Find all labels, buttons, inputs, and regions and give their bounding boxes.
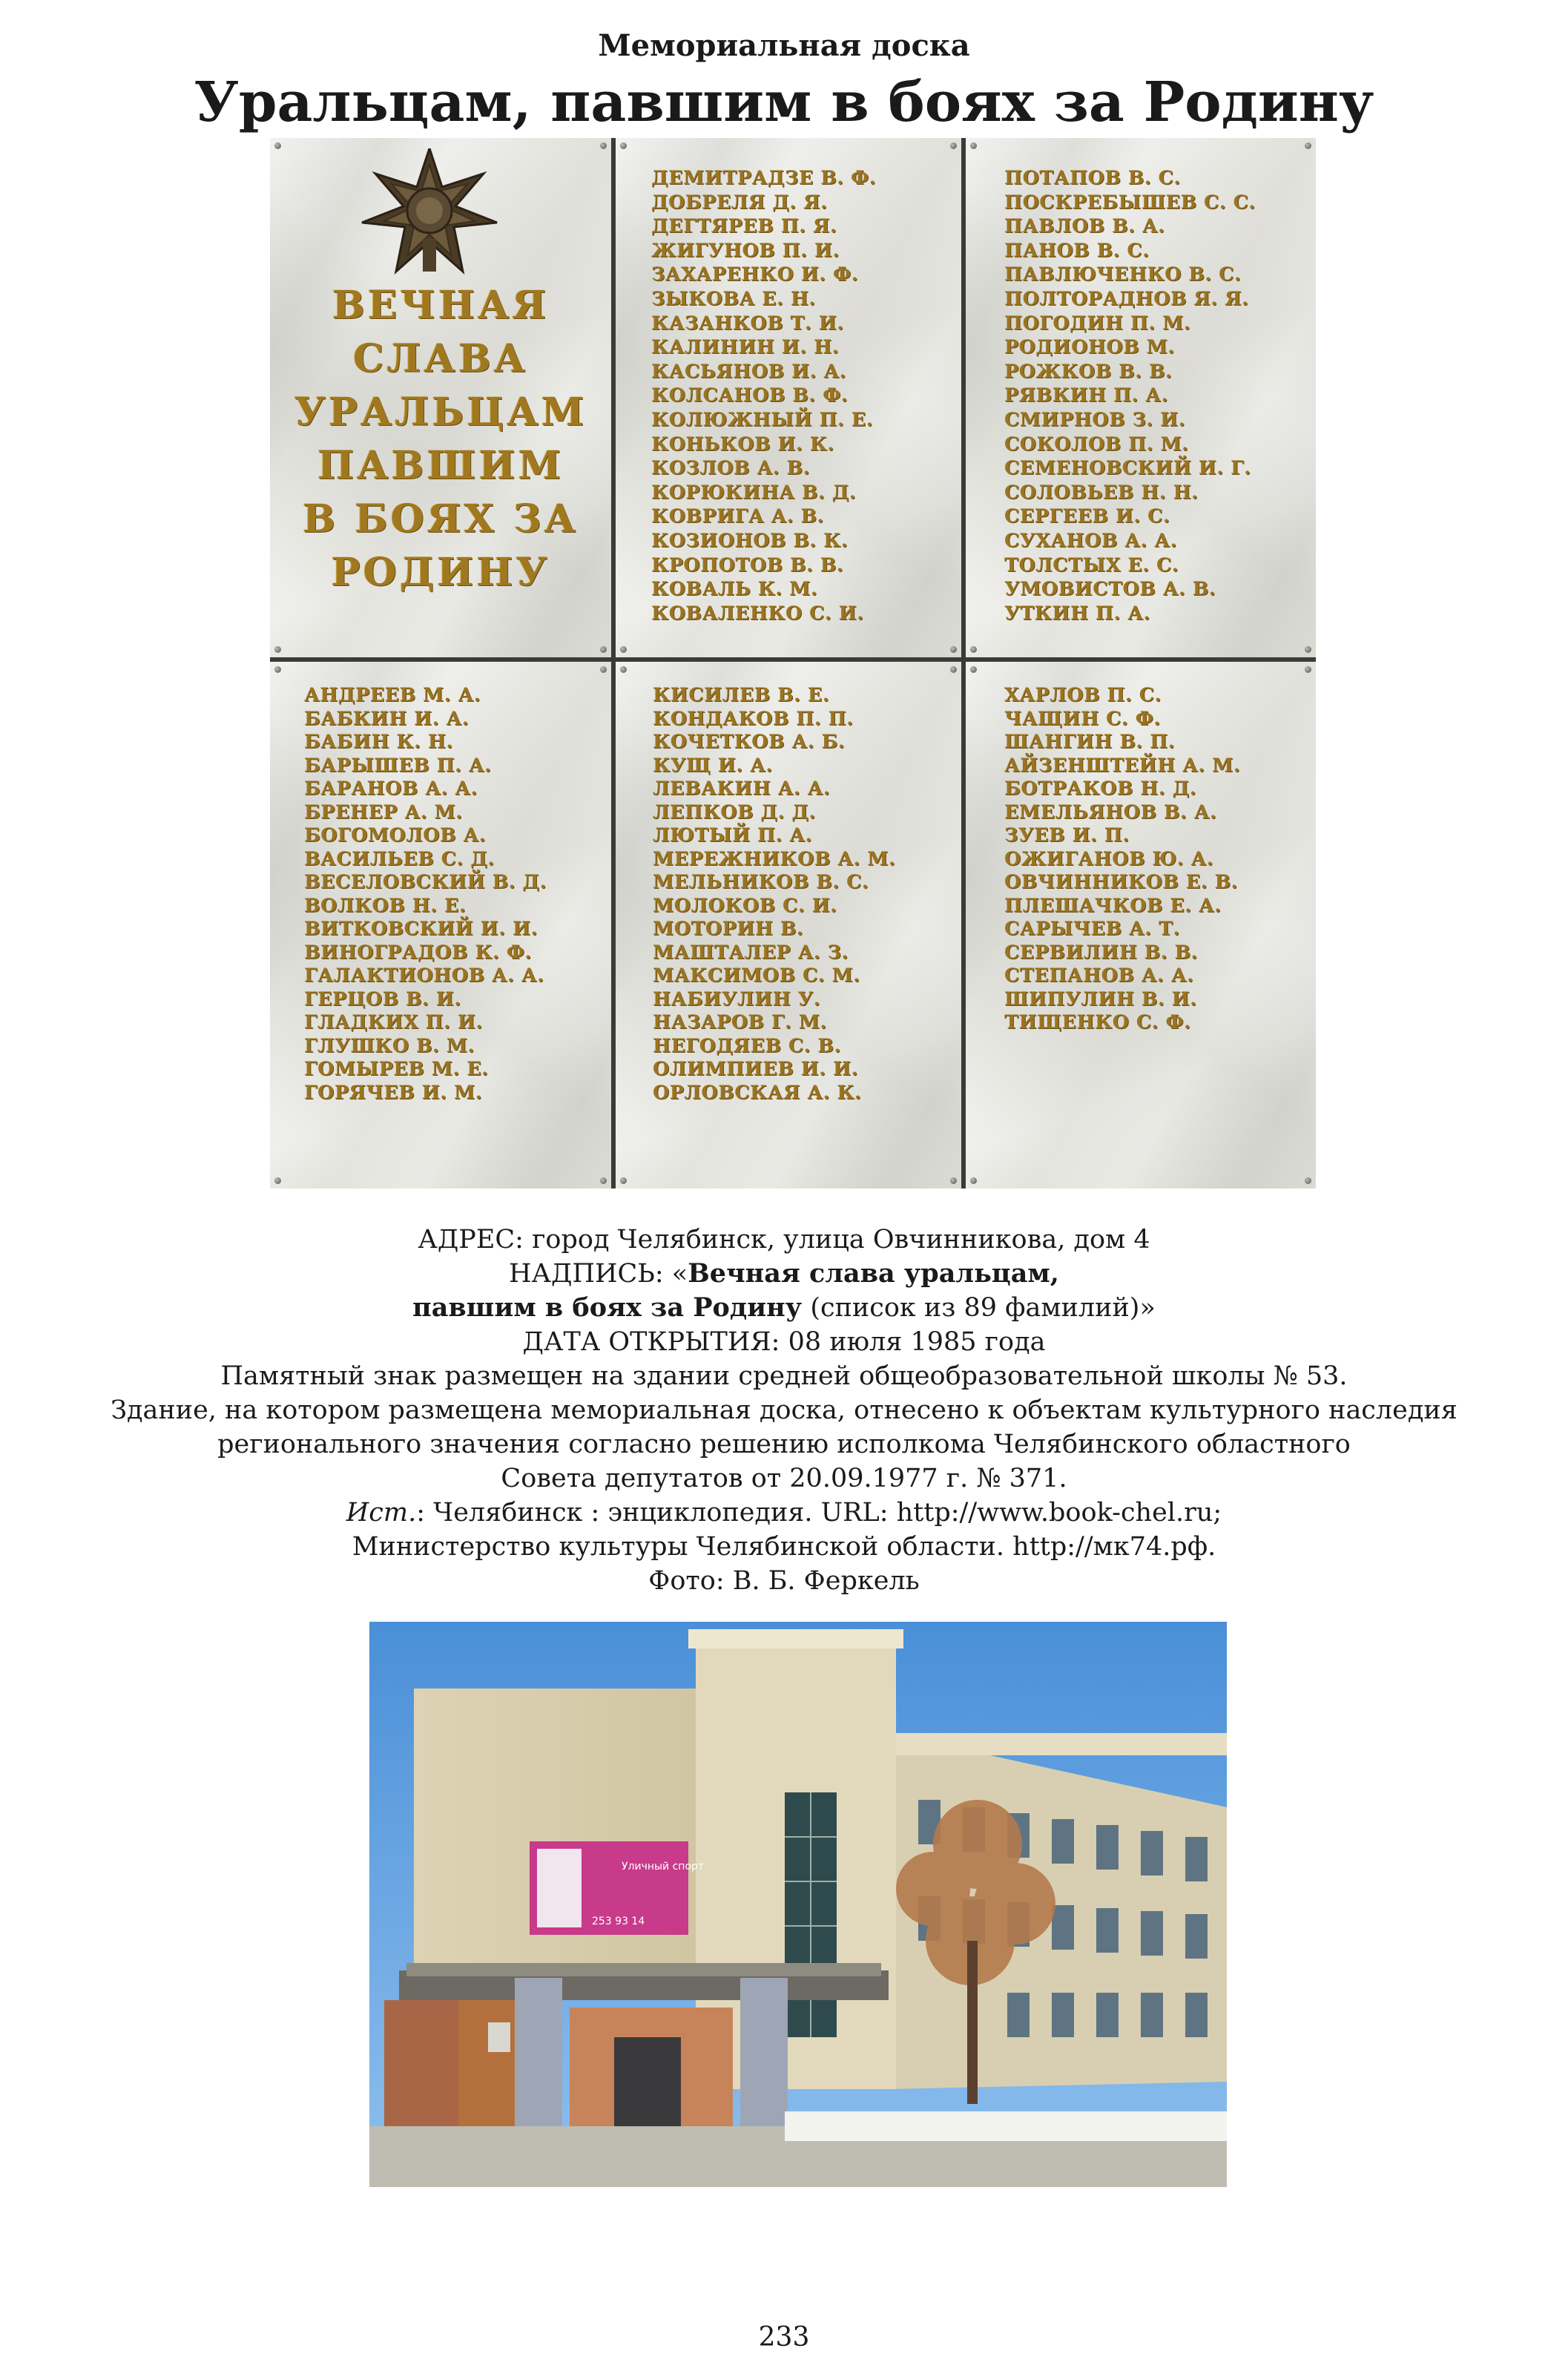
- inscription-line-1: [0, 1257, 1568, 1291]
- name-entry: ОРЛОВСКАЯ А. К.: [653, 1081, 862, 1104]
- name-entry: КОЗИОНОВ В. К.: [651, 529, 849, 552]
- source-line: Министерство культуры Челябинской области. http://мк74.рф.: [352, 1532, 1216, 1562]
- name-entry: КОЛСАНОВ В. Ф.: [651, 384, 849, 407]
- inscription-line: СЛАВА: [352, 336, 529, 381]
- name-entry: ПОТАПОВ В. С.: [1004, 167, 1181, 189]
- name-entry: МЕЛЬНИКОВ В. С.: [653, 871, 869, 893]
- name-entry: ГОРЯЧЕВ И. М.: [304, 1081, 483, 1104]
- bolt-icon: [620, 142, 627, 149]
- source-label: Ист.: [346, 1498, 417, 1528]
- name-entry: ДОБРЕЛЯ Д. Я.: [651, 191, 828, 214]
- names-list: [304, 684, 547, 1105]
- inscription-prefix: НАДПИСЬ: «: [508, 1259, 688, 1289]
- name-entry: БОГОМОЛОВ А.: [304, 824, 487, 846]
- name-entry: ВИТКОВСКИЙ И. И.: [304, 918, 538, 940]
- name-entry: ГЛАДКИХ П. И.: [304, 1011, 483, 1033]
- banner-title: Уличный спорт: [622, 1861, 705, 1873]
- name-entry: КУЩ И. А.: [653, 754, 773, 777]
- name-entry: ШИПУЛИН В. И.: [1004, 987, 1197, 1010]
- inscription-suffix: (список из 89 фамилий)»: [802, 1293, 1156, 1323]
- page-subtitle: Мемориальная доска: [598, 28, 970, 63]
- name-entry: РОДИОНОВ М.: [1004, 336, 1175, 359]
- name-entry: КОВРИГА А. В.: [651, 505, 824, 528]
- bolt-icon: [274, 646, 281, 653]
- name-entry: МАКСИМОВ С. М.: [653, 964, 860, 987]
- bolt-icon: [600, 666, 607, 673]
- plaque-panel-names: [616, 662, 961, 1188]
- name-entry: МАШТАЛЕР А. З.: [653, 941, 849, 964]
- bolt-icon: [600, 1177, 607, 1184]
- name-entry: НЕГОДЯЕВ С. В.: [653, 1034, 841, 1057]
- name-entry: ВАСИЛЬЕВ С. Д.: [304, 847, 495, 870]
- name-entry: СЕМЕНОВСКИЙ И. Г.: [1004, 457, 1251, 480]
- name-entry: СЕРГЕЕВ И. С.: [1004, 505, 1170, 528]
- bolt-icon: [274, 1177, 281, 1184]
- bolt-icon: [274, 142, 281, 149]
- name-entry: ПАНОВ В. С.: [1004, 239, 1150, 262]
- name-entry: ГЛУШКО В. М.: [304, 1034, 475, 1057]
- bolt-icon: [1305, 1177, 1311, 1184]
- plaque-panel-names: [966, 138, 1316, 657]
- name-entry: БАРЫШЕВ П. А.: [304, 754, 492, 777]
- name-entry: ХАРЛОВ П. С.: [1004, 684, 1162, 706]
- name-entry: ШАНГИН В. П.: [1004, 731, 1176, 753]
- names-list: [651, 166, 876, 625]
- name-entry: БАБИН К. Н.: [304, 731, 453, 753]
- name-entry: КАСЬЯНОВ И. А.: [651, 360, 847, 383]
- name-entry: КАЗАНКОВ Т. И.: [651, 312, 844, 335]
- name-entry: БОТРАКОВ Н. Д.: [1004, 777, 1197, 800]
- name-entry: ПАВЛОВ В. А.: [1004, 215, 1165, 238]
- bolt-icon: [970, 666, 977, 673]
- name-entry: СУХАНОВ А. А.: [1004, 529, 1177, 552]
- bolt-icon: [600, 142, 607, 149]
- name-entry: КРОПОТОВ В. В.: [651, 553, 844, 576]
- name-entry: КОЛЮЖНЫЙ П. Е.: [651, 408, 874, 431]
- name-entry: БАБКИН И. А.: [304, 707, 470, 730]
- name-entry: ПОЛТОРАДНОВ Я. Я.: [1004, 287, 1249, 310]
- plaque-panel-inscription: [270, 138, 611, 657]
- name-entry: ОЖИГАНОВ Ю. А.: [1004, 847, 1214, 870]
- bolt-icon: [274, 666, 281, 673]
- order-star-icon: [359, 148, 500, 274]
- memorial-plaque-photo: [270, 138, 1316, 1188]
- name-entry: ТИЩЕНКО С. Ф.: [1004, 1011, 1191, 1033]
- name-entry: ДЕМИТРАДЗЕ В. Ф.: [651, 167, 877, 189]
- photo-credit: Фото: В. Б. Феркель: [648, 1566, 920, 1596]
- inscription-text: Вечная слава уральцам,: [688, 1258, 1059, 1289]
- bolt-icon: [1305, 666, 1311, 673]
- bolt-icon: [970, 1177, 977, 1184]
- name-entry: МОТОРИН В.: [653, 918, 804, 940]
- name-entry: ЕМЕЛЬЯНОВ В. А.: [1004, 800, 1217, 823]
- name-entry: АНДРЕЕВ М. А.: [304, 684, 481, 706]
- plaque-panel-names: [616, 138, 961, 657]
- name-entry: ЛЕВАКИН А. А.: [653, 777, 831, 800]
- name-entry: МЕРЕЖНИКОВ А. М.: [653, 847, 896, 870]
- source-line: [0, 1496, 1568, 1530]
- inscription-line: ПАВШИМ: [317, 443, 564, 488]
- name-entry: ЗЫКОВА Е. Н.: [651, 287, 816, 310]
- bolt-icon: [970, 646, 977, 653]
- opening-date: ДАТА ОТКРЫТИЯ: 08 июля 1985 года: [522, 1327, 1046, 1357]
- bolt-icon: [620, 1177, 627, 1184]
- name-entry: КОЧЕТКОВ А. Б.: [653, 731, 846, 753]
- name-entry: БАРАНОВ А. А.: [304, 777, 478, 800]
- name-entry: НАБИУЛИН У.: [653, 987, 821, 1010]
- name-entry: ОЛИМПИЕВ И. И.: [653, 1058, 858, 1080]
- bolt-icon: [1305, 142, 1311, 149]
- inscription-line: ВЕЧНАЯ: [332, 283, 550, 328]
- name-entry: КОНЬКОВ И. К.: [651, 433, 834, 456]
- name-entry: ЧАЩИН С. Ф.: [1004, 707, 1161, 730]
- name-entry: КОВАЛЬ К. М.: [651, 578, 818, 601]
- name-entry: КИСИЛЕВ В. Е.: [653, 684, 830, 706]
- page-title: Уральцам, павшим в боях за Родину: [194, 70, 1374, 134]
- name-entry: КОРЮКИНА В. Д.: [651, 481, 857, 504]
- names-list: [653, 684, 895, 1105]
- name-entry: УТКИН П. А.: [1004, 602, 1150, 625]
- bolt-icon: [600, 646, 607, 653]
- name-entry: ЗАХАРЕНКО И. Ф.: [651, 263, 859, 286]
- name-entry: АЙЗЕНШТЕЙН А. М.: [1004, 754, 1241, 777]
- name-entry: СОКОЛОВ П. М.: [1004, 433, 1189, 456]
- name-entry: РЯВКИН П. А.: [1004, 384, 1168, 407]
- name-entry: ПАВЛЮЧЕНКО В. С.: [1004, 263, 1242, 286]
- name-entry: СМИРНОВ З. И.: [1004, 408, 1186, 431]
- name-entry: КОНДАКОВ П. П.: [653, 707, 854, 730]
- inscription-line: РОДИНУ: [331, 550, 550, 595]
- inscription-line: УРАЛЬЦАМ: [294, 389, 587, 435]
- bolt-icon: [970, 142, 977, 149]
- name-entry: НАЗАРОВ Г. М.: [653, 1011, 827, 1033]
- bolt-icon: [950, 142, 957, 149]
- plaque-inscription: [270, 279, 611, 599]
- name-entry: ОВЧИННИКОВ Е. В.: [1004, 871, 1238, 893]
- school-building-photo: [369, 1622, 1227, 2187]
- name-entry: ВИНОГРАДОВ К. Ф.: [304, 941, 532, 964]
- name-entry: ВОЛКОВ Н. Е.: [304, 894, 467, 917]
- name-entry: МОЛОКОВ С. И.: [653, 894, 837, 917]
- name-entry: ВЕСЕЛОВСКИЙ В. Д.: [304, 871, 547, 893]
- inscription-line-2: [0, 1291, 1568, 1325]
- heritage-note: Совета депутатов от 20.09.1977 г. № 371.: [501, 1464, 1067, 1493]
- name-entry: ЖИГУНОВ П. И.: [651, 239, 840, 262]
- name-entry: ПОГОДИН П. М.: [1004, 312, 1191, 335]
- name-entry: КАЛИНИН И. Н.: [651, 336, 840, 359]
- name-entry: БРЕНЕР А. М.: [304, 800, 463, 823]
- banner-phone: 253 93 14: [592, 1916, 645, 1927]
- name-entry: ГОМЫРЕВ М. Е.: [304, 1058, 489, 1080]
- name-entry: ГЕРЦОВ В. И.: [304, 987, 461, 1010]
- name-entry: КОЗЛОВ А. В.: [651, 457, 810, 480]
- bolt-icon: [950, 1177, 957, 1184]
- bolt-icon: [950, 646, 957, 653]
- name-entry: ЛЮТЫЙ П. А.: [653, 824, 812, 846]
- names-list: [1004, 684, 1240, 1035]
- name-entry: УМОВИСТОВ А. В.: [1004, 578, 1216, 601]
- heritage-note: Здание, на котором размещена мемориальная доска, отнесено к объектам культурного наследия: [111, 1395, 1457, 1425]
- name-entry: ДЕГТЯРЕВ П. Я.: [651, 215, 837, 238]
- name-entry: СОЛОВЬЕВ Н. Н.: [1004, 481, 1199, 504]
- names-list: [1004, 166, 1256, 625]
- name-entry: ТОЛСТЫХ Е. С.: [1004, 553, 1179, 576]
- address-line: АДРЕС: город Челябинск, улица Овчинникова, дом 4: [418, 1225, 1150, 1255]
- name-entry: ПОСКРЕБЫШЕВ С. С.: [1004, 191, 1256, 214]
- source-text: : Челябинск : энциклопедия. URL: http://www.book-chel.ru;: [416, 1498, 1222, 1528]
- name-entry: СЕРВИЛИН В. В.: [1004, 941, 1198, 964]
- name-entry: ГАЛАКТИОНОВ А. А.: [304, 964, 544, 987]
- page-number: 233: [758, 2322, 810, 2353]
- bolt-icon: [620, 666, 627, 673]
- bolt-icon: [950, 666, 957, 673]
- name-entry: САРЫЧЕВ А. Т.: [1004, 918, 1180, 940]
- inscription-text: павшим в боях за Родину: [412, 1292, 803, 1323]
- name-entry: РОЖКОВ В. В.: [1004, 360, 1173, 383]
- placement-note: Памятный знак размещен на здании средней общеобразовательной школы № 53.: [220, 1361, 1348, 1391]
- name-entry: ЛЕПКОВ Д. Д.: [653, 800, 816, 823]
- name-entry: ПЛЕШАЧКОВ Е. А.: [1004, 894, 1222, 917]
- bolt-icon: [620, 646, 627, 653]
- heritage-note: регионального значения согласно решению исполкома Челябинского областного: [217, 1430, 1351, 1459]
- inscription-line: В БОЯХ ЗА: [303, 496, 579, 542]
- name-entry: ЗУЕВ И. П.: [1004, 824, 1130, 846]
- name-entry: СТЕПАНОВ А. А.: [1004, 964, 1194, 987]
- bolt-icon: [1305, 646, 1311, 653]
- name-entry: КОВАЛЕНКО С. И.: [651, 602, 864, 625]
- plaque-panel-names: [270, 662, 611, 1188]
- plaque-panel-names: [966, 662, 1316, 1188]
- memorial-info: [0, 1223, 1568, 1598]
